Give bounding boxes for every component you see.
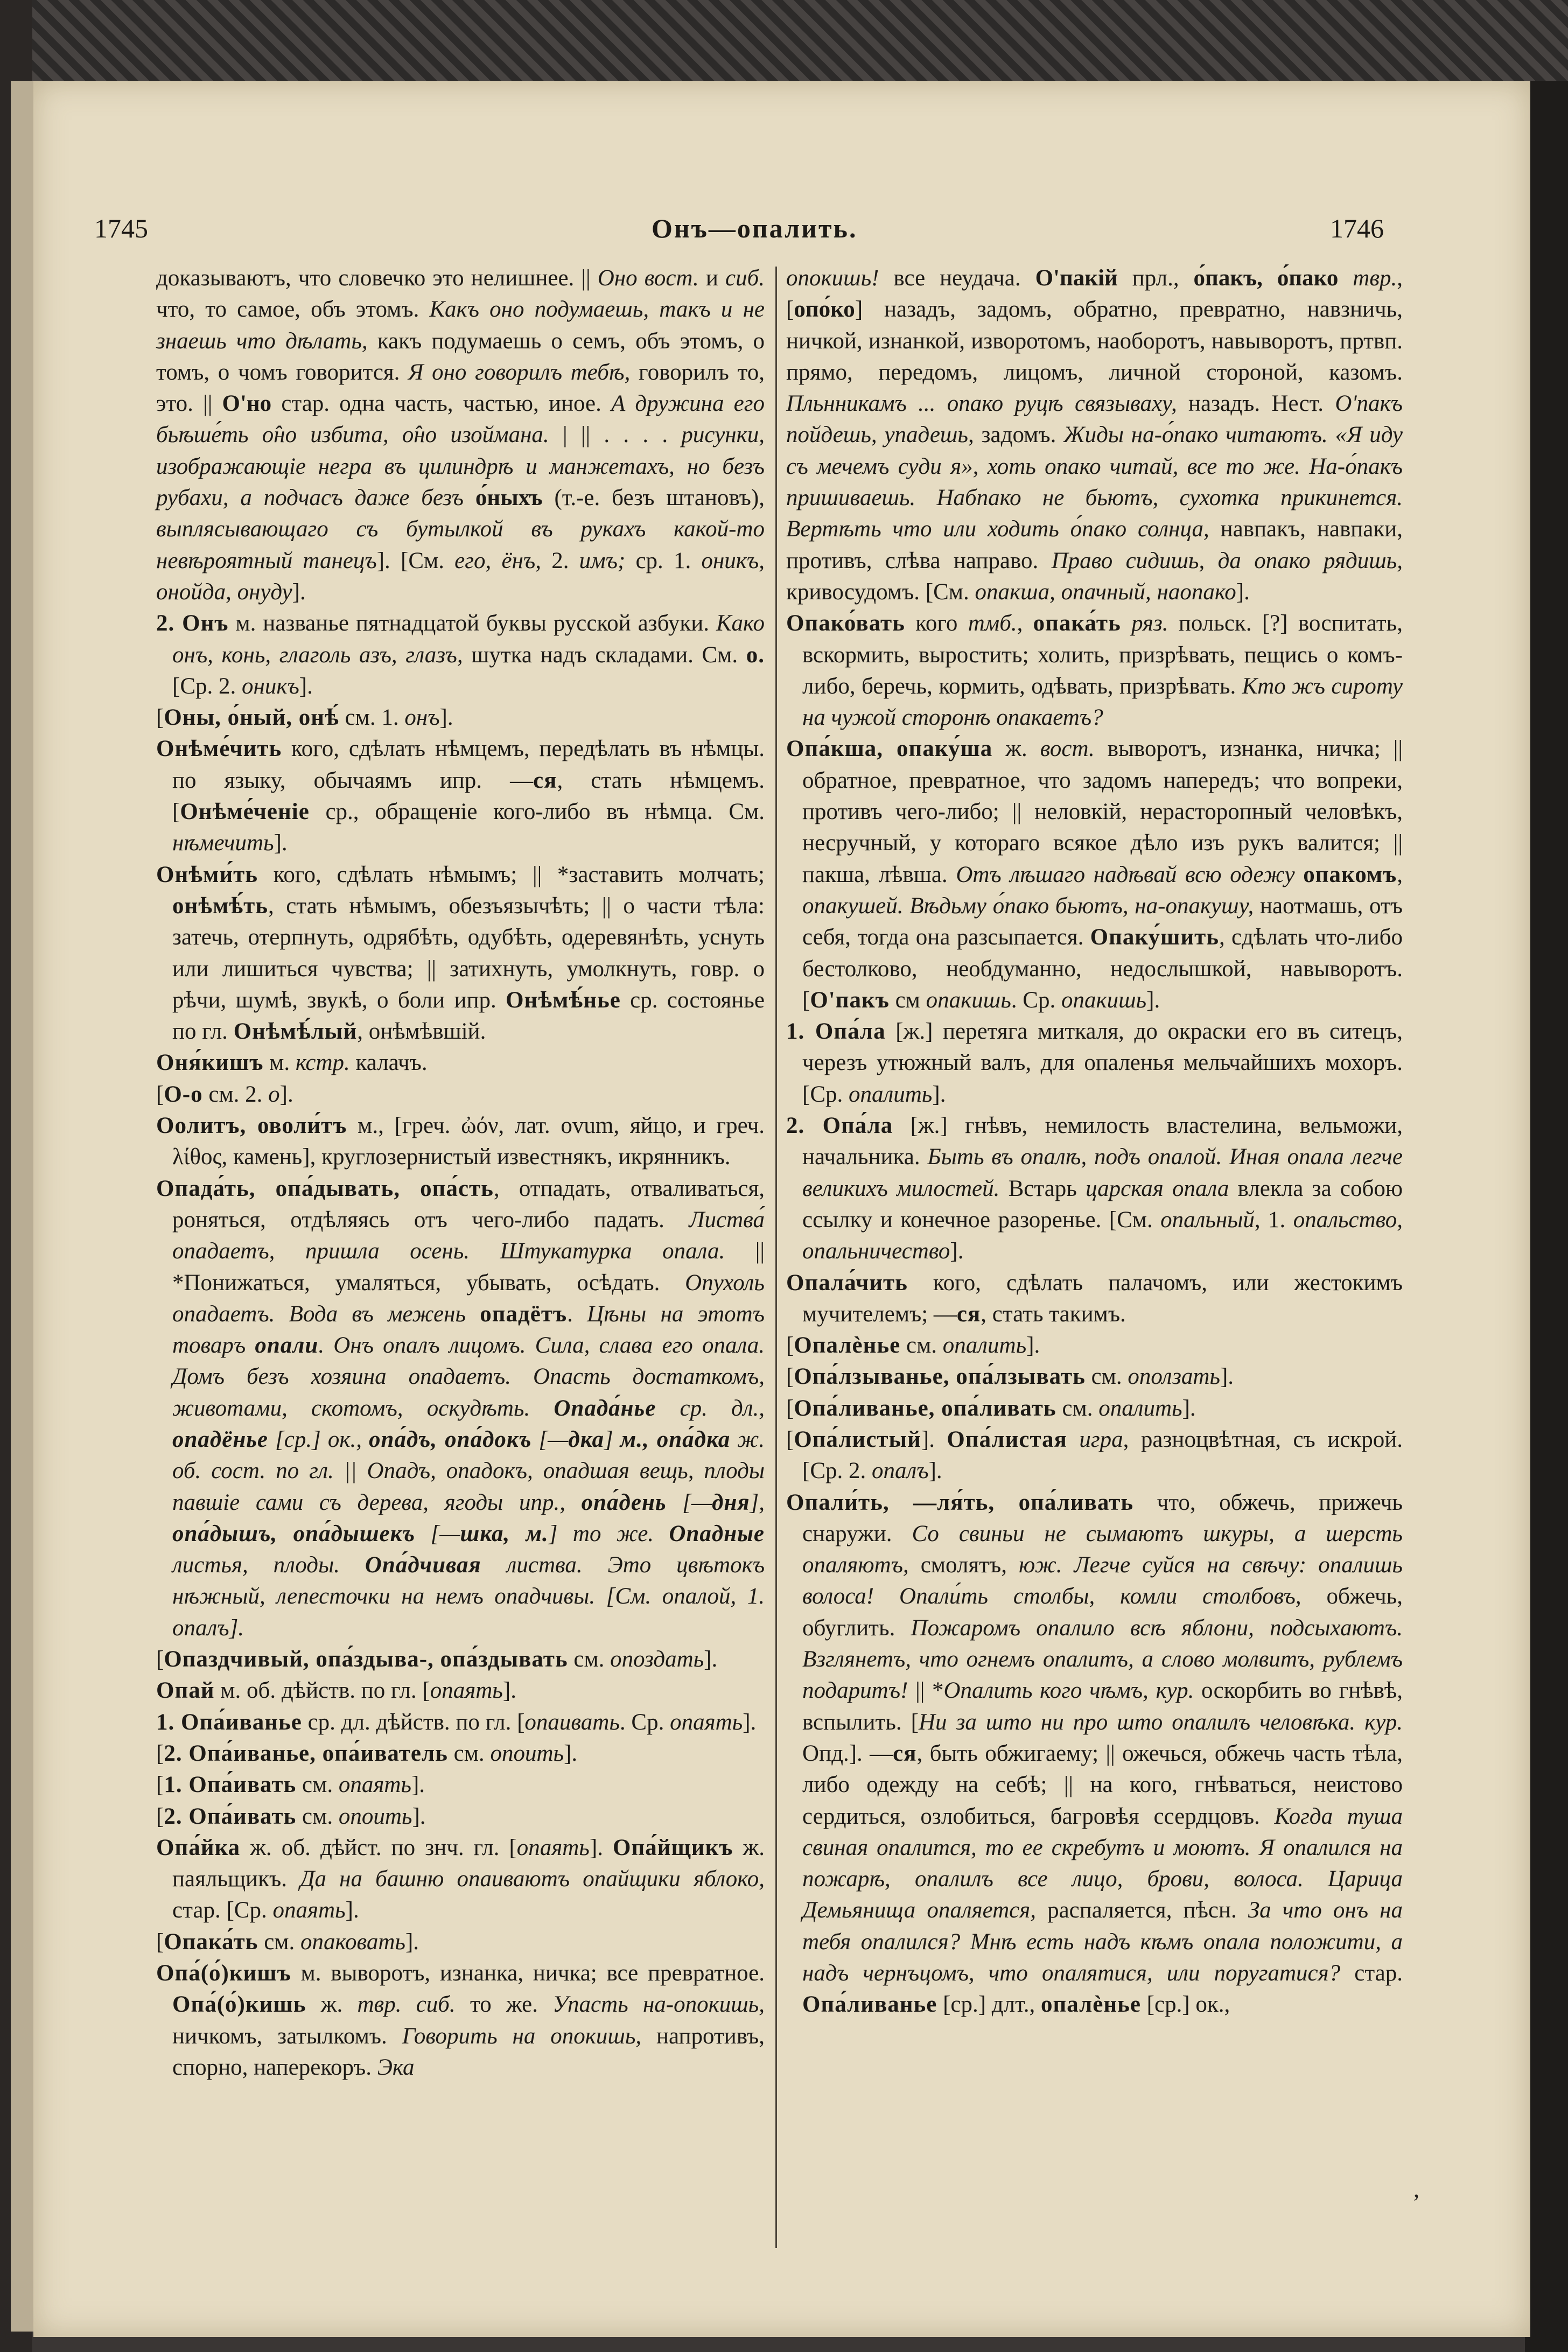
left-column-entry: [2. Опа́иванье, опа́иватель см. опоить]. <box>156 1740 578 1766</box>
left-column-entry: Опа́(о́)кишъ м. выворотъ, изнанка, ничка; все превратное. Опа́(о́)кишь ж. твр. сиб. то же. Упасть на-опокишь, ничкомъ, затылкомъ. Говорить на опокишь, напротивъ, спорно, наперекоръ. Эка <box>156 1961 765 2080</box>
left-column-entry: [2. Опа́ивать см. опоить]. <box>156 1803 426 1829</box>
left-column-entry: [Оны, о́ный, онѣ́ см. 1. онъ]. <box>156 705 453 731</box>
right-column-entry: 2. Опа́ла [ж.] гнѣвъ, немилость властелина, вельможи, начальника. Быть въ опалѣ, подъ опалой. Иная опала легче великихъ милостей. Встарь царская опала влекла за собою ссылку и конечное разоренье. [См. опальный, 1. опальство, опальничество]. <box>786 1113 1403 1264</box>
page-number-left: 1745 <box>94 213 148 243</box>
left-column-entry: [1. Опа́ивать см. опаять]. <box>156 1772 425 1798</box>
binding-right <box>1525 81 1568 2352</box>
left-column-entry: 2. Онъ м. названье пятнадцатой буквы русской азбуки. Како онъ, конь, глаголь азъ, глазъ, шутка надъ складами. См. о. [Ср. 2. оникъ]. <box>156 611 765 699</box>
right-column-entry: [Опа́ливанье, опа́ливать см. опалить]. <box>786 1395 1196 1421</box>
left-column-entry: 1. Опа́иванье ср. дл. дѣйств. по гл. [опаивать. Ср. опаять]. <box>156 1709 757 1735</box>
left-column-entry: доказываютъ, что словечко это нелишнее. || Оно вост. и сиб. что, то самое, объ этомъ. Какъ оно подумаешь, такъ и не знаешь что дѣлать, какъ подумаешь о семъ, объ этомъ, о томъ, о чомъ говорится. Я оно говорилъ тебѣ, говорилъ то, это. || О'но стар. одна часть, частью, иное. А дружина его бьѣше́ть о̂но избита, о̂но изоймана. | || . . . . рисунки, изображающіе негра въ цилиндрѣ и манжетахъ, но безъ рубахи, а подчасъ даже безъ о́ныхъ (т.-е. безъ штановъ), выплясывающаго съ бутылкой въ рукахъ какой-то невѣроятный танецъ]. [См. его, ёнъ, 2. имъ; ср. 1. оникъ, онойда, онуду]. <box>156 265 765 605</box>
binding-top <box>0 0 1568 81</box>
right-column-entry: Опали́ть, —ля́ть, опа́ливать что, обжечь, прижечь снаружи. Со свиньи не сымаютъ шкуры, а шерсть опаляютъ, смолятъ, юж. Легче суйся на свѣчу: опалишь волоса! Опали́ть столбы, комли столбовъ, обжечь, обуглить. Пожаромъ опалило всѣ яблони, подсыхаютъ. Взглянетъ, что огнемъ опалитъ, а слово молвитъ, рублемъ подаритъ! || *Опалить кого чѣмъ, кур. оскорбить во гнѣвѣ, вспылить. [Ни за што ни про што опалилъ человѣка. кур. Опд.]. —ся, быть обжигаему; || ожечься, обжечь часть тѣла, либо одежду на себѣ; || на кого, гнѣваться, неистово сердиться, озлобиться, багровѣя ссердцовъ. Когда туша свиная опалится, то ее скребутъ и моютъ. Я опалился на пожарѣ, опалилъ все лицо, брови, волоса. Царица Демьянища опаляется, распаляется, пѣсн. За что онъ на тебя опалился? Мнѣ есть надъ кѣмъ опала положити, а надъ чернъцомъ, что опалятися, или поругатися? стар. Опа́ливанье [ср.] длт., опалѐнье [ср.] ок., <box>786 1489 1403 2018</box>
left-column-entry: [Опака́ть см. опаковать]. <box>156 1929 419 1955</box>
right-column-entry: опокишь! все неудача. О'пакій прл., о́пакъ, о́пако твр., [опо́ко] назадъ, задомъ, обратно, превратно, навзничь, ничкой, изнанкой, изворотомъ, наоборотъ, навыворотъ, пртвп. прямо, передомъ, лицомъ, личной стороной, казомъ. Пльнникамъ ... опако руцѣ связываху, назадъ. Нест. О'пакъ пойдешь, упадешь, задомъ. Жиды на-о́пако читаютъ. «Я иду съ мечемъ суди я», хоть опако читай, все то же. На-о́пакъ пришиваешь. Набпако не бьютъ, сухотка прикинется. Вертѣть что или ходить о́пако солнца, навпакъ, навпаки, противъ, слѣва направо. Право сидишь, да опако рядишь, кривосудомъ. [См. опакша, опачный, наопако]. <box>786 265 1403 605</box>
right-column-entry: Опала́чить кого, сдѣлать палачомъ, или жестокимъ мучителемъ; —ся, стать такимъ. <box>786 1270 1403 1327</box>
right-column-entry: Опа́кша, опаку́ша ж. вост. выворотъ, изнанка, ничка; || обратное, превратное, что задомъ напередъ; что вопреки, противъ чего-либо; || неловкій, нерасторопный человѣкъ, несручный, у котораго всякое дѣло изъ рукъ валится; || пакша, лѣвша. Отъ лѣшаго надѣвай всю одежу опакомъ, опакушей. Вѣдьму о́пако бьютъ, на-опакушу, наотмашь, отъ себя, тогда она разсыпается. Опаку́шить, сдѣлать что-либо бестолково, необдуманно, недослышкой, навыворотъ. [О'пакъ см опакишь. Ср. опакишь]. <box>786 736 1403 1013</box>
left-column-entry: Онѣме́чить кого, сдѣлать нѣмцемъ, передѣлать въ нѣмцы. по языку, обычаямъ ипр. —ся, стать нѣмцемъ. [Онѣме́ченіе ср., обращеніе кого-либо въ нѣмца. См. нѣмечить]. <box>156 736 765 856</box>
left-column <box>156 263 765 2083</box>
page-number-right: 1746 <box>1330 213 1384 243</box>
left-column-entry: [Опаздчивый, опа́здыва-, опа́здывать см. опоздать]. <box>156 1647 718 1672</box>
left-column-entry: Опа́йка ж. об. дѣйст. по знч. гл. [опаять]. Опа́йщикъ ж. паяльщикъ. Да на башню опаиваютъ опайщики яблоко, стар. [Ср. опаять]. <box>156 1835 765 1923</box>
right-column <box>786 263 1403 2021</box>
left-column-entry: [О-о см. 2. о]. <box>156 1081 293 1107</box>
running-title: Онъ—опалить. <box>652 213 858 243</box>
right-column-entry: Опако́вать кого тмб., опака́ть ряз. польск. [?] воспитать, вскормить, выростить; холить, призрѣвать, пещись о комъ-либо, беречь, кормить, одѣвать, призрѣвать. Кто жъ сироту на чужой сторонѣ опакаетъ? <box>786 611 1403 731</box>
left-column-entry: Оолитъ, оволи́тъ м., [греч. ὠόν, лат. ovum, яйцо, и греч. λίθος, камень], круглозернистый известнякъ, икрянникъ. <box>156 1113 765 1170</box>
right-column-entry: [Опа́листый]. Опа́листая игра, разноцвѣтная, съ искрой. [Ср. 2. опалъ]. <box>786 1426 1403 1484</box>
left-column-entry: Онѣми́ть кого, сдѣлать нѣмымъ; || *заставить молчать; онѣмѣ́ть, стать нѣмымъ, обезъязычѣть; || о части тѣла: затечь, отерпнуть, одрябѣть, одубѣть, одеревянѣть, уснуть или лишиться чувства; || затихнуть, умолкнуть, говр. о рѣчи, шумѣ, звукѣ, о боли ипр. Онѣмѣ́нье ср. состоянье по гл. Онѣмѣ́лый, онѣмѣвшій. <box>156 862 765 1045</box>
right-column-entry: [Опа́лзыванье, опа́лзывать см. оползать]. <box>786 1364 1234 1390</box>
left-column-entry: Опада́ть, опа́дывать, опа́сть, отпадать, отваливаться, роняться, отдѣляясь отъ чего-либо падать. Листва́ опадаетъ, пришла осень. Штукатурка опала. || *Понижаться, умаляться, убывать, осѣдать. Опухоль опадаетъ. Вода въ межень опадётъ. Цѣны на этотъ товаръ опали. Онъ опалъ лицомъ. Сила, слава его опала. Домъ безъ хозяина опадаетъ. Опасть достаткомъ, животами, скотомъ, оскудѣть. Опада́нье ср. дл., опадёнье [ср.] ок., опа́дъ, опа́докъ [—дка] м., опа́дка ж. об. сост. по гл. || Опадъ, опадокъ, опадшая вещь, плоды павшіе сами съ дерева, ягоды ипр., опа́день [—дня], опа́дышъ, опа́дышекъ [—шка, м.] то же. Опадные листья, плоды. Опа́дчивая листва. Это цвѣтокъ нѣжный, лепесточки на немъ опадчивы. [См. опалой, 1. опалъ]. <box>156 1175 765 1641</box>
right-column-entry: 1. Опа́ла [ж.] перетяга миткаля, до окраски его въ ситецъ, черезъ утюжный валъ, для опаленья мельчайшихъ мохоръ. [Ср. опалить]. <box>786 1019 1403 1107</box>
right-column-entry: [Опалѐнье см. опалить]. <box>786 1333 1040 1359</box>
left-column-entry: Оня́кишъ м. кстр. калачъ. <box>156 1050 428 1076</box>
margin-mark: , <box>1413 2176 1419 2202</box>
left-column-entry: Опай м. об. дѣйств. по гл. [опаять]. <box>156 1678 516 1704</box>
column-divider <box>775 267 777 2248</box>
